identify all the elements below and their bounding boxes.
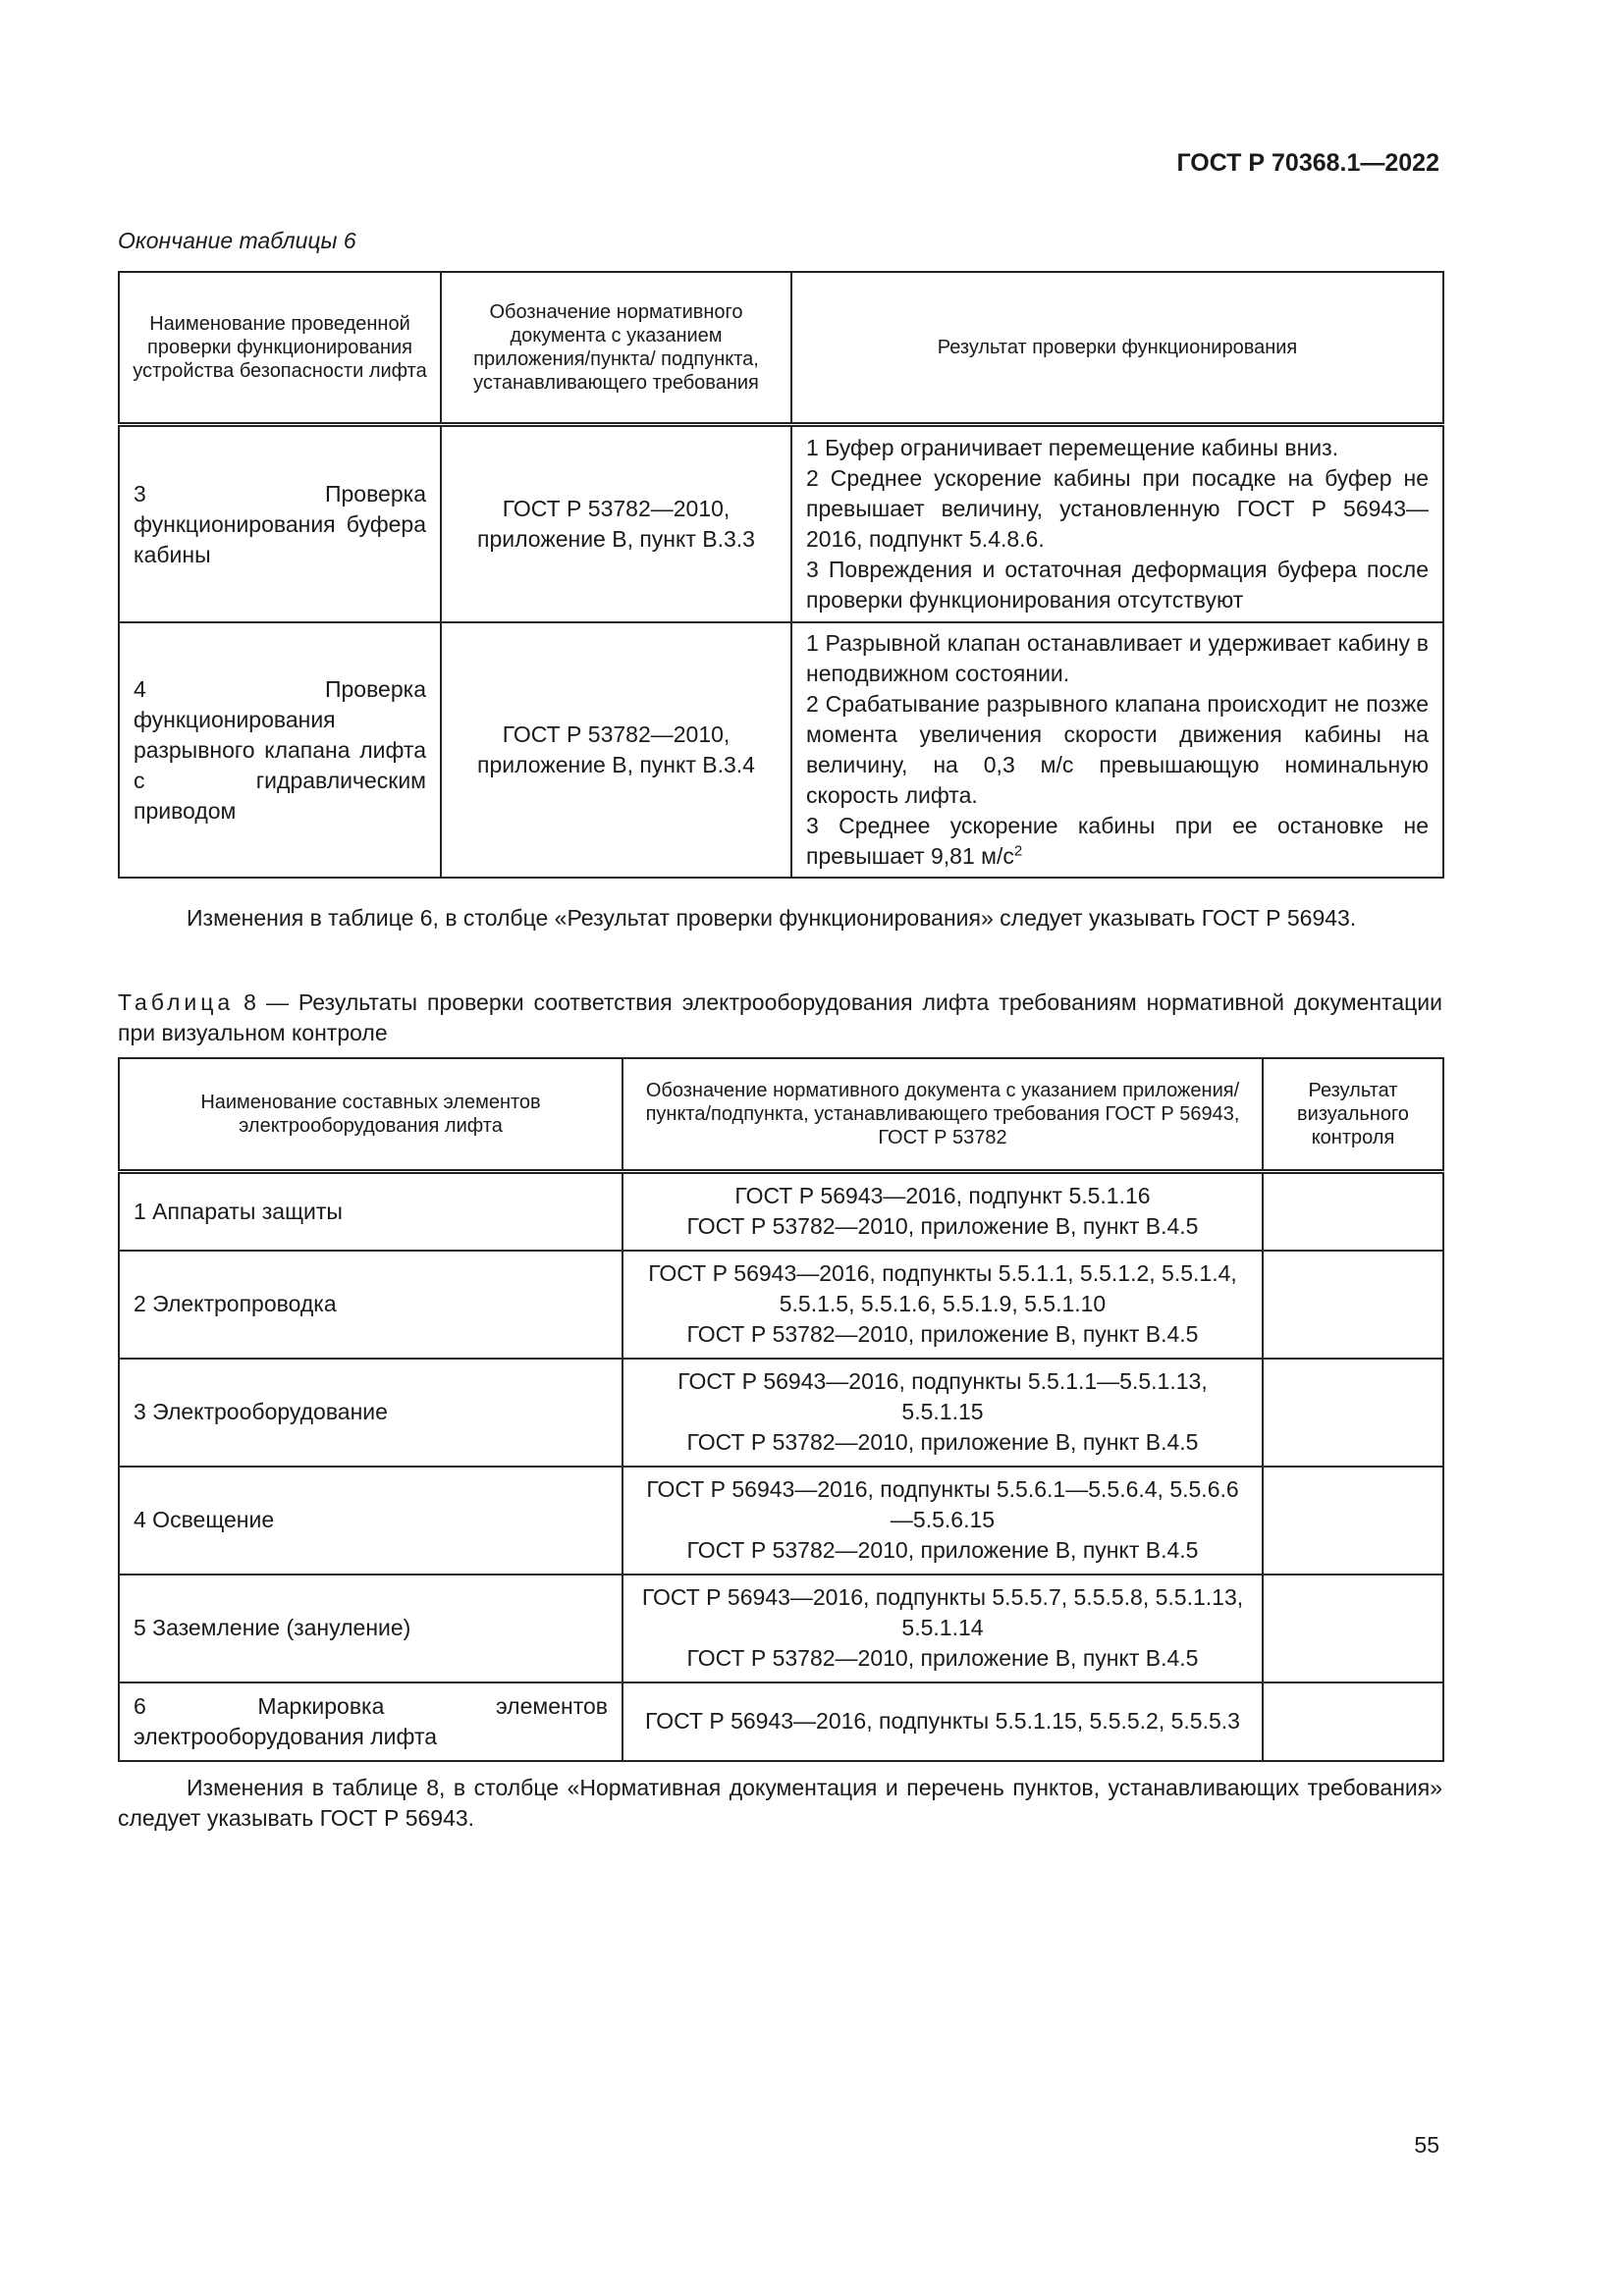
paragraph-table6-note: Изменения в таблице 6, в столбце «Результат проверки функционирования» следует указывать ГОСТ Р 56943.	[187, 905, 1357, 931]
table8-title	[118, 988, 1442, 1048]
superscript: 2	[1013, 842, 1023, 860]
doc-line: ГОСТ Р 53782—2010, приложение В, пункт В.4.5	[686, 1321, 1199, 1347]
table8-cell-name: 5 Заземление (зануление)	[119, 1575, 623, 1682]
table6-header-result: Результат проверки функционирования	[791, 272, 1443, 425]
table-row	[119, 425, 1443, 623]
table6-header-name: Наименование проведенной проверки функционирования устройства безопасности лифта	[119, 272, 441, 425]
table-row	[119, 1682, 1443, 1761]
table-row	[119, 1359, 1443, 1467]
table-6	[118, 271, 1444, 879]
table6-cell-doc: ГОСТ Р 53782—2010, приложение В, пункт В.3.3	[441, 425, 791, 623]
table8-cell-name: 1 Аппараты защиты	[119, 1172, 623, 1251]
table6-header-row	[119, 272, 1443, 425]
table8-cell-name: 6 Маркировка элементов электрооборудования лифта	[119, 1682, 623, 1761]
table-row	[119, 1575, 1443, 1682]
table6-cell-doc: ГОСТ Р 53782—2010, приложение В, пункт В.3.4	[441, 622, 791, 878]
doc-line: ГОСТ Р 56943—2016, подпункт 5.5.1.16	[734, 1183, 1151, 1209]
table-row	[119, 1172, 1443, 1251]
paragraph-table8-note: Изменения в таблице 8, в столбце «Нормативная документация и перечень пунктов, устанавливающих требования» следует указывать ГОСТ Р 56943.	[118, 1775, 1442, 1831]
table8-cell-doc	[623, 1251, 1263, 1359]
table-8	[118, 1057, 1444, 1762]
table6-header-doc: Обозначение нормативного документа с указанием приложения/пункта/ подпункта, устанавливающего требования	[441, 272, 791, 425]
doc-line: ГОСТ Р 56943—2016, подпункты 5.5.5.7, 5.5.5.8, 5.5.1.13, 5.5.1.14	[641, 1584, 1244, 1640]
table-row	[119, 1467, 1443, 1575]
doc-line: ГОСТ Р 53782—2010, приложение В, пункт В.4.5	[686, 1537, 1199, 1563]
doc-line: ГОСТ Р 53782—2010, приложение В, пункт В.4.5	[686, 1213, 1199, 1240]
table8-cell-name: 4 Освещение	[119, 1467, 623, 1575]
table8-header-result: Результат визуального контроля	[1263, 1058, 1443, 1172]
table8-cell-doc	[623, 1467, 1263, 1575]
table8-header-doc: Обозначение нормативного документа с указанием приложения/пункта/подпункта, устанавливающего требования ГОСТ Р 56943, ГОСТ Р 53782	[623, 1058, 1263, 1172]
table8-title-word: Таблица	[118, 989, 235, 1015]
doc-line: ГОСТ Р 53782—2010, приложение В, пункт В.4.5	[686, 1429, 1199, 1455]
table8-cell-result	[1263, 1359, 1443, 1467]
table8-cell-name: 2 Электропроводка	[119, 1251, 623, 1359]
table6-caption: Окончание таблицы 6	[118, 228, 356, 253]
table8-cell-doc	[623, 1575, 1263, 1682]
result-line: 3 Повреждения и остаточная деформация буфера после проверки функционирования отсутствуют	[806, 557, 1429, 613]
table-row	[119, 622, 1443, 878]
doc-line: ГОСТ Р 56943—2016, подпункты 5.5.1.1—5.5.1.13, 5.5.1.15	[677, 1368, 1208, 1424]
table8-header-name: Наименование составных элементов электрооборудования лифта	[119, 1058, 623, 1172]
table6-cell-name: 4 Проверка функционирования разрывного клапана лифта с гидравлическим приводом	[119, 622, 441, 878]
result-line: 1 Разрывной клапан останавливает и удерживает кабину в неподвижном состоянии.	[806, 630, 1429, 686]
table-row	[119, 1251, 1443, 1359]
table8-cell-doc	[623, 1682, 1263, 1761]
result-line: 2 Среднее ускорение кабины при посадке на буфер не превышает величину, установленную ГОСТ Р 56943—2016, подпункт 5.4.8.6.	[806, 465, 1429, 552]
result-text: 3 Среднее ускорение кабины при ее остановке не превышает 9,81 м/с	[806, 813, 1429, 869]
doc-line: ГОСТ Р 56943—2016, подпункты 5.5.1.1, 5.5.1.2, 5.5.1.4, 5.5.1.5, 5.5.1.6, 5.5.1.9, 5.5.1.10	[648, 1260, 1237, 1316]
table8-cell-result	[1263, 1575, 1443, 1682]
result-line: 2 Срабатывание разрывного клапана происходит не позже момента увеличения скорости движения кабины на величину, на 0,3 м/с превышающую номинальную скорость лифта.	[806, 691, 1429, 808]
doc-line: ГОСТ Р 56943—2016, подпункты 5.5.1.15, 5.5.5.2, 5.5.5.3	[645, 1708, 1240, 1734]
table8-cell-result	[1263, 1467, 1443, 1575]
doc-line: ГОСТ Р 56943—2016, подпункты 5.5.6.1—5.5.6.4, 5.5.6.6—5.5.6.15	[646, 1476, 1239, 1532]
document-code: ГОСТ Р 70368.1—2022	[1176, 149, 1439, 177]
result-line	[806, 811, 1429, 872]
table6-cell-name: 3 Проверка функционирования буфера кабины	[119, 425, 441, 623]
table8-cell-doc	[623, 1359, 1263, 1467]
table8-title-text: 8 — Результаты проверки соответствия электрооборудования лифта требованиям нормативной документации при визуальном контроле	[118, 989, 1442, 1045]
table6-cell-result	[791, 425, 1443, 623]
doc-line: ГОСТ Р 53782—2010, приложение В, пункт В.4.5	[686, 1645, 1199, 1671]
table8-cell-result	[1263, 1251, 1443, 1359]
table8-cell-result	[1263, 1172, 1443, 1251]
page-number: 55	[1414, 2132, 1439, 2158]
table8-cell-name: 3 Электрооборудование	[119, 1359, 623, 1467]
table8-cell-result	[1263, 1682, 1443, 1761]
table8-header-row	[119, 1058, 1443, 1172]
table6-cell-result	[791, 622, 1443, 878]
table8-cell-doc	[623, 1172, 1263, 1251]
result-line: 1 Буфер ограничивает перемещение кабины вниз.	[806, 435, 1339, 460]
